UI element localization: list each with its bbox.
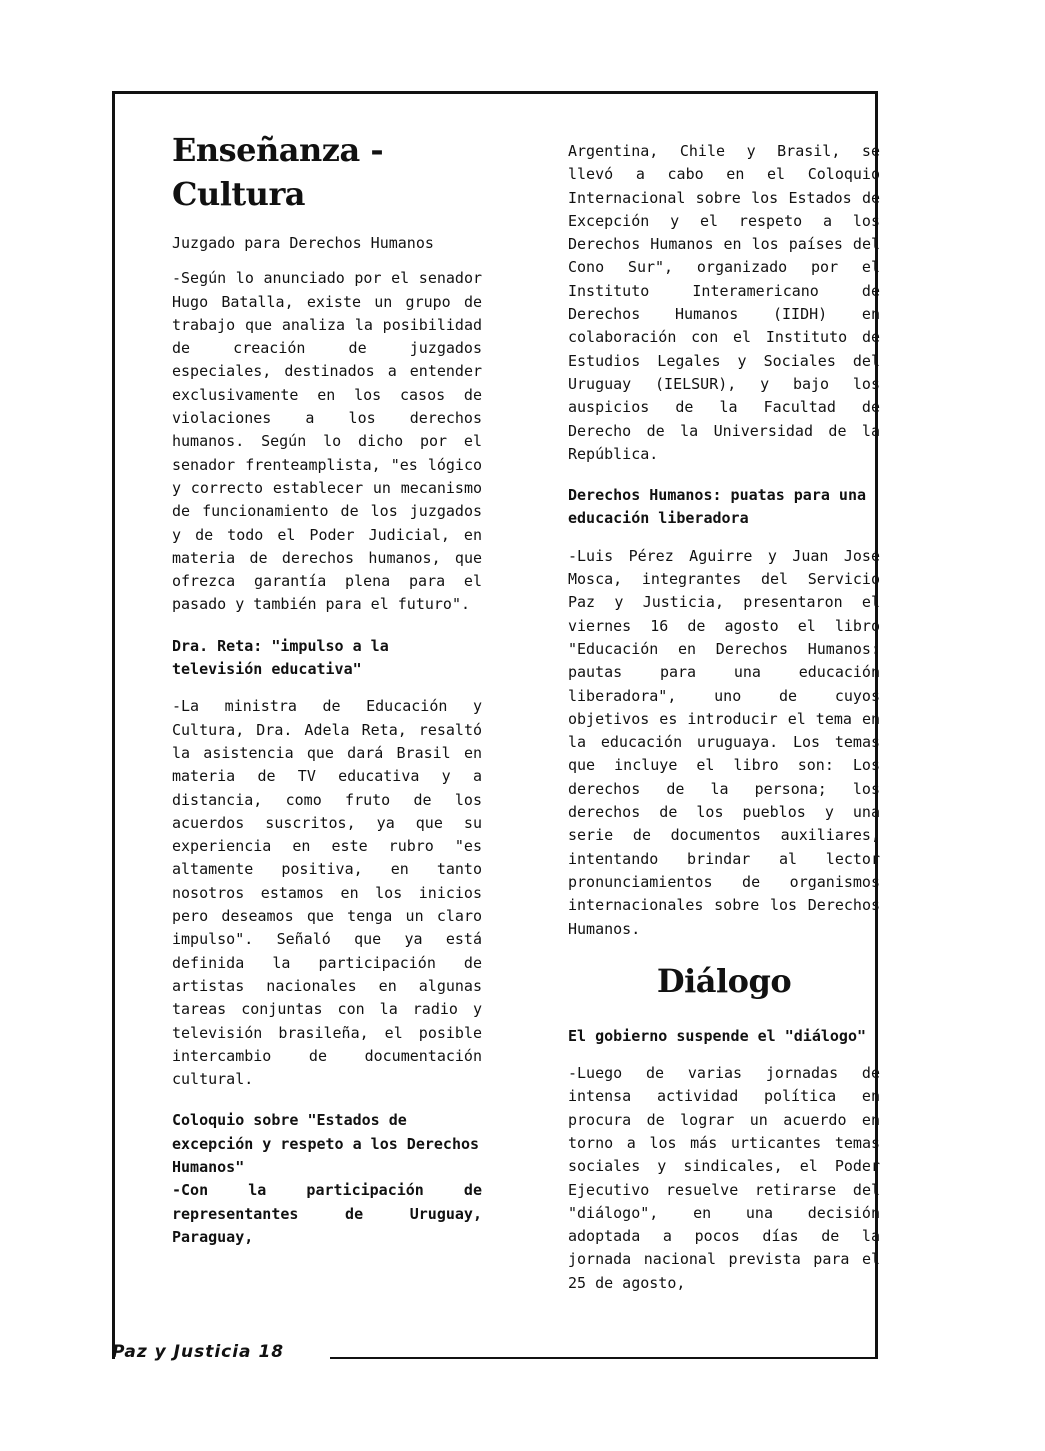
right-column [568, 140, 880, 1313]
article-body-pautas: -Luis Pérez Aguirre y Juan José Mosca, integrantes del Servicio Paz y Justicia, presentaron el viernes 16 de agosto el libro "Educación en Derechos Humanos: pautas para una educación liberadora", uno de cuyos objetivos es introducir el tema en la educación uruguaya. Los temas que incluye el libro son: Los derechos de la persona; los derechos de los pueblos y una serie de documentos auxiliares, intentando brindar al lector pronunciamientos de organismos internacionales sobre los Derechos Humanos. [568, 546, 880, 938]
footer-rule [330, 1357, 878, 1359]
section-title-dialogo: Diálogo [656, 961, 792, 1000]
section-title-ensenanza-cultura: Enseñanza - Cultura [172, 131, 384, 213]
article-heading-reta: Dra. Reta: "impulso a la televisión educativa" [172, 636, 389, 679]
article-heading-dialogo: El gobierno suspende el "diálogo" [568, 1026, 867, 1045]
article-heading-coloquio: Coloquio sobre "Estados de excepción y respeto a los Derechos Humanos" [172, 1111, 480, 1176]
article-body-coloquio-continued: Argentina, Chile y Brasil, se llevó a cabo en el Coloquio Internacional sobre los Estados de Excepción y el respeto a los Derechos Humanos en los países del Cono Sur", organizado por el Instituto Interamericano de Derechos Humanos (IIDH) en colaboración con el Instituto de Estudios Legales y Sociales del Uruguay (IELSUR), y bajo los auspicios de la Facultad de Derecho de la Universidad de la República. [568, 142, 880, 463]
article-body-dialogo: -Luego de varias jornadas de intensa actividad política en procura de lograr un acuerdo en torno a los más urticantes temas sociales y sindicales, el Poder Ejecutivo resuelve retirarse del "diálogo", en una decisión adoptada a pocos días de la jornada nacional prevista para el 25 de agosto, [568, 1064, 880, 1292]
page-footer: Paz y Justicia 18 [112, 1342, 285, 1362]
article-body-coloquio-start: -Con la participación de representantes de Uruguay, Paraguay, [172, 1181, 482, 1246]
article-body-reta: -La ministra de Educación y Cultura, Dra. Adela Reta, resaltó la asistencia que dará Brasil en materia de TV educativa y a distancia, como fruto de los acuerdos suscritos, ya que su experiencia en este rubro "es altamente positiva, en tanto nosotros estamos en los inicios pero deseamos que tenga un claro impulso". Señaló que ya está definida la participación de artistas nacionales en algunas tareas conjuntas con la radio y televisión brasileña, el posible intercambio de documentación cultural. [172, 697, 482, 1089]
article-subtitle-juzgado: Juzgado para Derechos Humanos [172, 234, 434, 252]
left-column [172, 128, 482, 1267]
article-heading-pautas: Derechos Humanos: puatas para una educación liberadora [568, 486, 867, 528]
page-frame-top-rule [112, 91, 878, 94]
page-frame-left-rule [112, 91, 115, 1359]
article-body-juzgado: -Según lo anunciado por el senador Hugo Batalla, existe un grupo de trabajo que analiza la posibilidad de creación de juzgados especiales, destinados a entender exclusivamente en los casos de violaciones a los derechos humanos. Según lo dicho por el senador frenteamplista, "es lógico y correcto establecer un mecanismo de funcionamiento de los juzgados y de todo el Poder Judicial, en materia de derechos humanos, que ofrezca garantía plena para el pasado y también para el futuro". [172, 269, 482, 614]
